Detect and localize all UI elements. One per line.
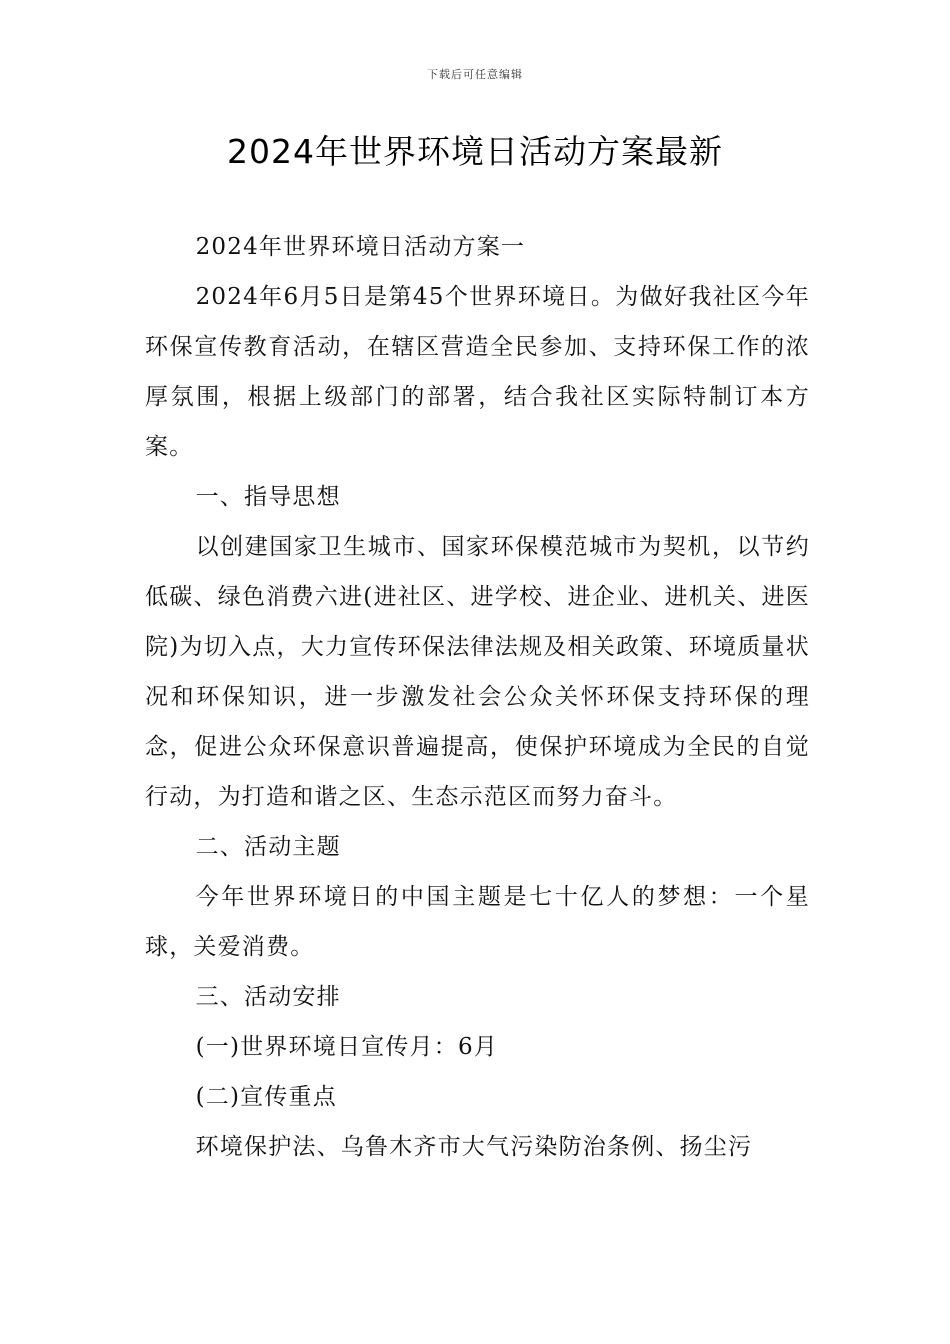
paragraph-intro: 2024年6月5日是第45个世界环境日。为做好我社区今年环保宣传教育活动，在辖区营造全民参加、支持环保工作的浓厚氛围，根据上级部门的部署，结合我社区实际特制订本方案。 [145,284,810,460]
paragraph-activity-theme: 今年世界环境日的中国主题是七十亿人的梦想：一个星球，关爱消费。 [145,884,810,960]
heading-activity-theme: 二、活动主题 [195,834,341,860]
item-publicity-month: (一)世界环境日宣传月：6月 [195,1034,498,1060]
item-publicity-focus: (二)宣传重点 [195,1084,337,1110]
paragraph-guiding-thought: 以创建国家卫生城市、国家环保模范城市为契机，以节约低碳、绿色消费六进(进社区、进学校、进企业、进机关、进医院)为切入点，大力宣传环保法律法规及相关政策、环境质量状况和环保知识，进一步激发社会公众关怀环保支持环保的理念，促进公众环保意识普遍提高，使保护环境成为全民的自觉行动，为打造和谐之区、生态示范区而努力奋斗。 [145,534,810,810]
heading-activity-arrangement: 三、活动安排 [195,984,341,1010]
header-note: 下载后可任意编辑 [427,68,523,81]
document-body [145,222,810,1172]
paragraph-publicity-focus: 环境保护法、乌鲁木齐市大气污染防治条例、扬尘污 [195,1134,753,1160]
document-title: 2024年世界环境日活动方案最新 [227,132,723,171]
heading-guiding-thought: 一、指导思想 [195,484,341,510]
paragraph-section-intro-title: 2024年世界环境日活动方案一 [195,234,526,260]
